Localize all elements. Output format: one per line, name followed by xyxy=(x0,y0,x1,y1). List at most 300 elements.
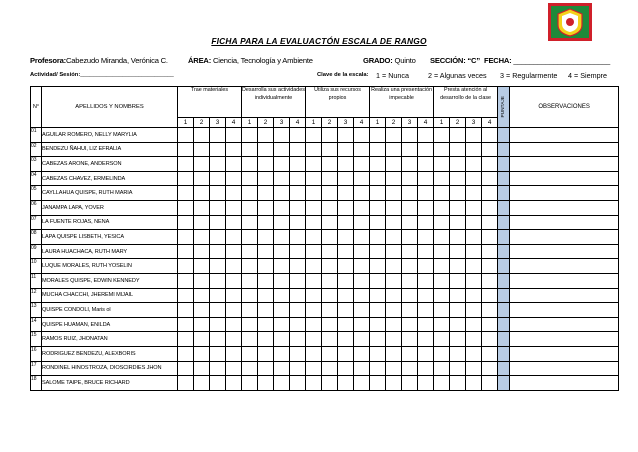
score-cell[interactable] xyxy=(290,215,306,230)
fecha-field[interactable]: FECHA: ________________________ xyxy=(484,56,610,65)
score-cell[interactable] xyxy=(354,142,370,157)
score-cell[interactable] xyxy=(338,361,354,376)
score-cell[interactable] xyxy=(466,346,482,361)
score-cell[interactable] xyxy=(402,288,418,303)
score-cell[interactable] xyxy=(386,157,402,172)
score-cell[interactable] xyxy=(450,142,466,157)
score-cell[interactable] xyxy=(194,230,210,245)
score-cell[interactable] xyxy=(482,317,498,332)
score-cell[interactable] xyxy=(370,215,386,230)
score-cell[interactable] xyxy=(274,332,290,347)
score-cell[interactable] xyxy=(418,142,434,157)
score-cell[interactable] xyxy=(354,361,370,376)
score-cell[interactable] xyxy=(322,142,338,157)
score-cell[interactable] xyxy=(194,332,210,347)
score-cell[interactable] xyxy=(450,230,466,245)
score-cell[interactable] xyxy=(178,273,194,288)
score-cell[interactable] xyxy=(322,332,338,347)
score-cell[interactable] xyxy=(178,332,194,347)
score-cell[interactable] xyxy=(194,157,210,172)
score-cell[interactable] xyxy=(338,215,354,230)
actividad-field[interactable]: Actividad/ Sesión:_____________________________ xyxy=(30,72,174,78)
score-cell[interactable] xyxy=(450,244,466,259)
score-cell[interactable] xyxy=(354,346,370,361)
score-cell[interactable] xyxy=(386,376,402,391)
observaciones-cell[interactable] xyxy=(510,142,619,157)
puntaje-cell[interactable] xyxy=(498,142,510,157)
score-cell[interactable] xyxy=(210,259,226,274)
score-cell[interactable] xyxy=(306,346,322,361)
score-cell[interactable] xyxy=(306,244,322,259)
score-cell[interactable] xyxy=(306,303,322,318)
score-cell[interactable] xyxy=(226,171,242,186)
score-cell[interactable] xyxy=(210,303,226,318)
score-cell[interactable] xyxy=(354,171,370,186)
score-cell[interactable] xyxy=(322,230,338,245)
score-cell[interactable] xyxy=(242,376,258,391)
score-cell[interactable] xyxy=(354,200,370,215)
score-cell[interactable] xyxy=(242,171,258,186)
score-cell[interactable] xyxy=(178,186,194,201)
observaciones-cell[interactable] xyxy=(510,317,619,332)
observaciones-cell[interactable] xyxy=(510,230,619,245)
score-cell[interactable] xyxy=(402,157,418,172)
score-cell[interactable] xyxy=(386,128,402,143)
score-cell[interactable] xyxy=(434,273,450,288)
score-cell[interactable] xyxy=(482,200,498,215)
score-cell[interactable] xyxy=(386,303,402,318)
score-cell[interactable] xyxy=(338,157,354,172)
score-cell[interactable] xyxy=(290,332,306,347)
score-cell[interactable] xyxy=(178,157,194,172)
score-cell[interactable] xyxy=(354,273,370,288)
score-cell[interactable] xyxy=(386,317,402,332)
score-cell[interactable] xyxy=(242,186,258,201)
score-cell[interactable] xyxy=(370,317,386,332)
score-cell[interactable] xyxy=(434,171,450,186)
score-cell[interactable] xyxy=(194,142,210,157)
score-cell[interactable] xyxy=(194,346,210,361)
observaciones-cell[interactable] xyxy=(510,376,619,391)
score-cell[interactable] xyxy=(322,128,338,143)
score-cell[interactable] xyxy=(306,273,322,288)
score-cell[interactable] xyxy=(290,273,306,288)
score-cell[interactable] xyxy=(242,157,258,172)
score-cell[interactable] xyxy=(354,376,370,391)
score-cell[interactable] xyxy=(290,230,306,245)
score-cell[interactable] xyxy=(450,346,466,361)
score-cell[interactable] xyxy=(258,259,274,274)
observaciones-cell[interactable] xyxy=(510,244,619,259)
score-cell[interactable] xyxy=(466,171,482,186)
score-cell[interactable] xyxy=(450,215,466,230)
score-cell[interactable] xyxy=(210,273,226,288)
score-cell[interactable] xyxy=(290,171,306,186)
score-cell[interactable] xyxy=(354,128,370,143)
score-cell[interactable] xyxy=(434,332,450,347)
puntaje-cell[interactable] xyxy=(498,171,510,186)
observaciones-cell[interactable] xyxy=(510,215,619,230)
score-cell[interactable] xyxy=(450,317,466,332)
score-cell[interactable] xyxy=(178,317,194,332)
score-cell[interactable] xyxy=(370,230,386,245)
score-cell[interactable] xyxy=(418,200,434,215)
score-cell[interactable] xyxy=(466,376,482,391)
score-cell[interactable] xyxy=(242,259,258,274)
score-cell[interactable] xyxy=(290,186,306,201)
score-cell[interactable] xyxy=(338,244,354,259)
score-cell[interactable] xyxy=(290,128,306,143)
score-cell[interactable] xyxy=(258,332,274,347)
score-cell[interactable] xyxy=(258,317,274,332)
score-cell[interactable] xyxy=(482,142,498,157)
score-cell[interactable] xyxy=(194,171,210,186)
score-cell[interactable] xyxy=(306,200,322,215)
score-cell[interactable] xyxy=(370,376,386,391)
score-cell[interactable] xyxy=(210,332,226,347)
score-cell[interactable] xyxy=(338,317,354,332)
score-cell[interactable] xyxy=(194,186,210,201)
score-cell[interactable] xyxy=(418,346,434,361)
score-cell[interactable] xyxy=(290,288,306,303)
score-cell[interactable] xyxy=(322,361,338,376)
score-cell[interactable] xyxy=(274,288,290,303)
score-cell[interactable] xyxy=(386,259,402,274)
score-cell[interactable] xyxy=(306,376,322,391)
score-cell[interactable] xyxy=(418,288,434,303)
puntaje-cell[interactable] xyxy=(498,215,510,230)
score-cell[interactable] xyxy=(370,259,386,274)
score-cell[interactable] xyxy=(386,288,402,303)
score-cell[interactable] xyxy=(226,376,242,391)
score-cell[interactable] xyxy=(290,303,306,318)
score-cell[interactable] xyxy=(370,273,386,288)
score-cell[interactable] xyxy=(178,230,194,245)
score-cell[interactable] xyxy=(210,244,226,259)
score-cell[interactable] xyxy=(418,215,434,230)
score-cell[interactable] xyxy=(258,376,274,391)
score-cell[interactable] xyxy=(178,259,194,274)
score-cell[interactable] xyxy=(370,128,386,143)
observaciones-cell[interactable] xyxy=(510,346,619,361)
score-cell[interactable] xyxy=(450,200,466,215)
score-cell[interactable] xyxy=(338,288,354,303)
score-cell[interactable] xyxy=(482,128,498,143)
puntaje-cell[interactable] xyxy=(498,346,510,361)
score-cell[interactable] xyxy=(194,303,210,318)
score-cell[interactable] xyxy=(194,273,210,288)
puntaje-cell[interactable] xyxy=(498,376,510,391)
score-cell[interactable] xyxy=(402,230,418,245)
score-cell[interactable] xyxy=(226,317,242,332)
observaciones-cell[interactable] xyxy=(510,361,619,376)
score-cell[interactable] xyxy=(242,128,258,143)
score-cell[interactable] xyxy=(274,346,290,361)
score-cell[interactable] xyxy=(338,273,354,288)
score-cell[interactable] xyxy=(226,346,242,361)
score-cell[interactable] xyxy=(418,171,434,186)
score-cell[interactable] xyxy=(370,142,386,157)
score-cell[interactable] xyxy=(242,215,258,230)
score-cell[interactable] xyxy=(402,128,418,143)
score-cell[interactable] xyxy=(258,288,274,303)
score-cell[interactable] xyxy=(178,376,194,391)
score-cell[interactable] xyxy=(290,259,306,274)
score-cell[interactable] xyxy=(434,376,450,391)
score-cell[interactable] xyxy=(402,361,418,376)
score-cell[interactable] xyxy=(338,186,354,201)
score-cell[interactable] xyxy=(386,346,402,361)
score-cell[interactable] xyxy=(402,332,418,347)
score-cell[interactable] xyxy=(482,346,498,361)
score-cell[interactable] xyxy=(386,230,402,245)
score-cell[interactable] xyxy=(306,215,322,230)
score-cell[interactable] xyxy=(274,361,290,376)
score-cell[interactable] xyxy=(258,157,274,172)
score-cell[interactable] xyxy=(338,142,354,157)
score-cell[interactable] xyxy=(434,186,450,201)
score-cell[interactable] xyxy=(258,142,274,157)
observaciones-cell[interactable] xyxy=(510,259,619,274)
score-cell[interactable] xyxy=(322,200,338,215)
score-cell[interactable] xyxy=(386,273,402,288)
score-cell[interactable] xyxy=(466,244,482,259)
score-cell[interactable] xyxy=(274,273,290,288)
score-cell[interactable] xyxy=(418,244,434,259)
score-cell[interactable] xyxy=(482,259,498,274)
score-cell[interactable] xyxy=(418,230,434,245)
score-cell[interactable] xyxy=(322,171,338,186)
score-cell[interactable] xyxy=(338,171,354,186)
score-cell[interactable] xyxy=(178,361,194,376)
score-cell[interactable] xyxy=(370,157,386,172)
score-cell[interactable] xyxy=(226,244,242,259)
score-cell[interactable] xyxy=(322,259,338,274)
score-cell[interactable] xyxy=(178,200,194,215)
score-cell[interactable] xyxy=(258,244,274,259)
score-cell[interactable] xyxy=(178,244,194,259)
score-cell[interactable] xyxy=(402,303,418,318)
score-cell[interactable] xyxy=(418,332,434,347)
score-cell[interactable] xyxy=(258,346,274,361)
score-cell[interactable] xyxy=(242,142,258,157)
score-cell[interactable] xyxy=(402,259,418,274)
score-cell[interactable] xyxy=(450,157,466,172)
score-cell[interactable] xyxy=(386,361,402,376)
score-cell[interactable] xyxy=(306,317,322,332)
score-cell[interactable] xyxy=(482,171,498,186)
score-cell[interactable] xyxy=(418,376,434,391)
score-cell[interactable] xyxy=(210,361,226,376)
score-cell[interactable] xyxy=(322,157,338,172)
score-cell[interactable] xyxy=(290,317,306,332)
score-cell[interactable] xyxy=(210,200,226,215)
score-cell[interactable] xyxy=(434,317,450,332)
score-cell[interactable] xyxy=(466,288,482,303)
score-cell[interactable] xyxy=(226,142,242,157)
score-cell[interactable] xyxy=(274,244,290,259)
score-cell[interactable] xyxy=(306,142,322,157)
score-cell[interactable] xyxy=(290,346,306,361)
score-cell[interactable] xyxy=(322,273,338,288)
score-cell[interactable] xyxy=(466,303,482,318)
score-cell[interactable] xyxy=(482,376,498,391)
puntaje-cell[interactable] xyxy=(498,332,510,347)
score-cell[interactable] xyxy=(434,259,450,274)
score-cell[interactable] xyxy=(306,171,322,186)
score-cell[interactable] xyxy=(450,186,466,201)
score-cell[interactable] xyxy=(226,288,242,303)
score-cell[interactable] xyxy=(242,273,258,288)
score-cell[interactable] xyxy=(306,157,322,172)
score-cell[interactable] xyxy=(338,230,354,245)
score-cell[interactable] xyxy=(482,230,498,245)
score-cell[interactable] xyxy=(274,157,290,172)
score-cell[interactable] xyxy=(306,361,322,376)
score-cell[interactable] xyxy=(274,376,290,391)
score-cell[interactable] xyxy=(274,317,290,332)
score-cell[interactable] xyxy=(194,288,210,303)
score-cell[interactable] xyxy=(194,215,210,230)
puntaje-cell[interactable] xyxy=(498,186,510,201)
score-cell[interactable] xyxy=(242,200,258,215)
score-cell[interactable] xyxy=(450,361,466,376)
score-cell[interactable] xyxy=(370,244,386,259)
score-cell[interactable] xyxy=(466,259,482,274)
score-cell[interactable] xyxy=(466,273,482,288)
score-cell[interactable] xyxy=(274,303,290,318)
score-cell[interactable] xyxy=(482,303,498,318)
score-cell[interactable] xyxy=(178,215,194,230)
score-cell[interactable] xyxy=(210,186,226,201)
score-cell[interactable] xyxy=(322,186,338,201)
score-cell[interactable] xyxy=(354,230,370,245)
score-cell[interactable] xyxy=(210,171,226,186)
score-cell[interactable] xyxy=(226,332,242,347)
score-cell[interactable] xyxy=(434,303,450,318)
score-cell[interactable] xyxy=(210,142,226,157)
score-cell[interactable] xyxy=(210,230,226,245)
score-cell[interactable] xyxy=(466,332,482,347)
score-cell[interactable] xyxy=(386,186,402,201)
score-cell[interactable] xyxy=(434,200,450,215)
score-cell[interactable] xyxy=(258,128,274,143)
score-cell[interactable] xyxy=(306,288,322,303)
score-cell[interactable] xyxy=(258,171,274,186)
score-cell[interactable] xyxy=(258,361,274,376)
score-cell[interactable] xyxy=(434,157,450,172)
score-cell[interactable] xyxy=(258,215,274,230)
score-cell[interactable] xyxy=(354,259,370,274)
score-cell[interactable] xyxy=(290,200,306,215)
score-cell[interactable] xyxy=(338,376,354,391)
puntaje-cell[interactable] xyxy=(498,317,510,332)
score-cell[interactable] xyxy=(402,171,418,186)
score-cell[interactable] xyxy=(258,303,274,318)
score-cell[interactable] xyxy=(194,244,210,259)
score-cell[interactable] xyxy=(274,128,290,143)
score-cell[interactable] xyxy=(226,186,242,201)
score-cell[interactable] xyxy=(242,288,258,303)
score-cell[interactable] xyxy=(290,142,306,157)
score-cell[interactable] xyxy=(194,376,210,391)
score-cell[interactable] xyxy=(274,200,290,215)
score-cell[interactable] xyxy=(178,346,194,361)
score-cell[interactable] xyxy=(386,215,402,230)
score-cell[interactable] xyxy=(354,157,370,172)
score-cell[interactable] xyxy=(242,361,258,376)
score-cell[interactable] xyxy=(418,303,434,318)
score-cell[interactable] xyxy=(306,128,322,143)
score-cell[interactable] xyxy=(466,317,482,332)
observaciones-cell[interactable] xyxy=(510,303,619,318)
score-cell[interactable] xyxy=(434,346,450,361)
score-cell[interactable] xyxy=(482,215,498,230)
score-cell[interactable] xyxy=(226,230,242,245)
score-cell[interactable] xyxy=(226,157,242,172)
score-cell[interactable] xyxy=(226,200,242,215)
score-cell[interactable] xyxy=(450,128,466,143)
score-cell[interactable] xyxy=(370,361,386,376)
score-cell[interactable] xyxy=(178,142,194,157)
score-cell[interactable] xyxy=(418,273,434,288)
score-cell[interactable] xyxy=(418,128,434,143)
score-cell[interactable] xyxy=(322,244,338,259)
score-cell[interactable] xyxy=(434,128,450,143)
score-cell[interactable] xyxy=(210,128,226,143)
score-cell[interactable] xyxy=(274,230,290,245)
score-cell[interactable] xyxy=(210,317,226,332)
score-cell[interactable] xyxy=(466,157,482,172)
score-cell[interactable] xyxy=(450,332,466,347)
score-cell[interactable] xyxy=(354,186,370,201)
score-cell[interactable] xyxy=(402,317,418,332)
score-cell[interactable] xyxy=(338,259,354,274)
score-cell[interactable] xyxy=(466,215,482,230)
score-cell[interactable] xyxy=(274,259,290,274)
score-cell[interactable] xyxy=(194,317,210,332)
score-cell[interactable] xyxy=(322,303,338,318)
score-cell[interactable] xyxy=(434,142,450,157)
score-cell[interactable] xyxy=(450,303,466,318)
score-cell[interactable] xyxy=(242,230,258,245)
score-cell[interactable] xyxy=(402,376,418,391)
score-cell[interactable] xyxy=(354,332,370,347)
puntaje-cell[interactable] xyxy=(498,128,510,143)
score-cell[interactable] xyxy=(226,361,242,376)
score-cell[interactable] xyxy=(434,215,450,230)
puntaje-cell[interactable] xyxy=(498,157,510,172)
score-cell[interactable] xyxy=(178,128,194,143)
score-cell[interactable] xyxy=(226,128,242,143)
score-cell[interactable] xyxy=(370,332,386,347)
score-cell[interactable] xyxy=(402,200,418,215)
score-cell[interactable] xyxy=(178,288,194,303)
score-cell[interactable] xyxy=(354,288,370,303)
score-cell[interactable] xyxy=(306,186,322,201)
score-cell[interactable] xyxy=(482,273,498,288)
score-cell[interactable] xyxy=(386,244,402,259)
score-cell[interactable] xyxy=(322,288,338,303)
score-cell[interactable] xyxy=(370,171,386,186)
score-cell[interactable] xyxy=(290,157,306,172)
score-cell[interactable] xyxy=(322,317,338,332)
score-cell[interactable] xyxy=(418,361,434,376)
score-cell[interactable] xyxy=(178,171,194,186)
score-cell[interactable] xyxy=(194,361,210,376)
score-cell[interactable] xyxy=(354,303,370,318)
score-cell[interactable] xyxy=(290,361,306,376)
